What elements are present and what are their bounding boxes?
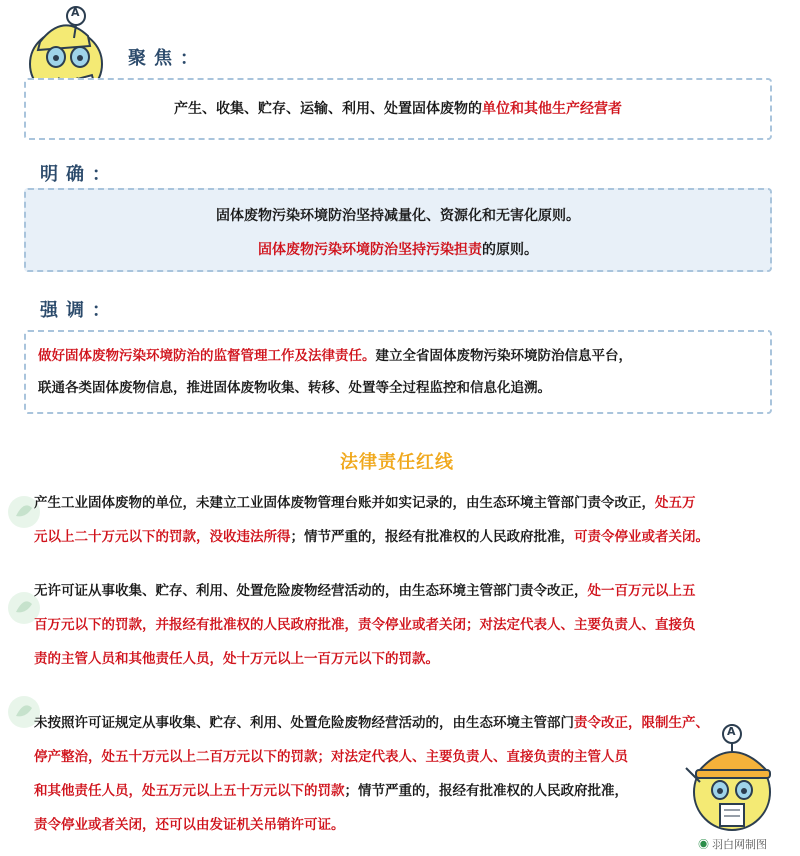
focus-text: 产生、收集、贮存、运输、利用、处置固体废物的单位和其他生产经营者 — [174, 101, 622, 117]
penalty-paragraph-2: 无许可证从事收集、贮存、利用、处置危险废物经营活动的，由生态环境主管部门责令改正，处一百万元以上五 百万元以下的罚款，并报经有批准权的人民政府批准，责令停业或者关闭；对法定代表人、主要负责人、直接负 责的主管人员和其他责任人员，处十万元以上一百万元以下的罚款。 — [34, 583, 696, 667]
clarify-label: 明确： — [40, 164, 118, 185]
emphasize-label: 强调： — [40, 300, 118, 321]
penalty-paragraph-1: 产生工业固体废物的单位，未建立工业固体废物管理台账并如实记录的，由生态环境主管部门责令改正，处五万 元以上二十万元以下的罚款，没收违法所得；情节严重的，报经有批准权的人民政府批准，可责令停业或者关闭。 — [34, 495, 709, 545]
clarify-box — [24, 188, 772, 272]
focus-box — [24, 78, 772, 140]
emphasize-box — [24, 330, 772, 414]
clarify-line2: 固体废物污染环境防治坚持污染担责的原则。 — [258, 242, 538, 258]
mascot-badge-letter: A — [727, 725, 736, 738]
focus-label: 聚焦： — [128, 48, 206, 69]
clarify-line1: 固体废物污染环境防治坚持减量化、资源化和无害化原则。 — [216, 208, 580, 224]
redline-title: 法律责任红线 — [340, 452, 454, 473]
emphasize-line1: 做好固体废物污染环境防治的监督管理工作及法律责任。建立全省固体废物污染环境防治信息平台， — [38, 348, 632, 364]
watermark-logo-icon: ◉ — [698, 839, 709, 851]
mascot-bottom-illustration — [676, 722, 786, 836]
watermark: ◉ 羽白网制图 — [698, 839, 768, 851]
emphasize-line2: 联通各类固体废物信息，推进固体废物收集、转移、处置等全过程监控和信息化追溯。 — [38, 380, 551, 396]
penalty-paragraph-3: 未按照许可证规定从事收集、贮存、利用、处置危险废物经营活动的，由生态环境主管部门责令改正，限制生产、 停产整治，处五十万元以上二百万元以下的罚款；对法定代表人、主要负责人、直接负责的主管人员 和其他责任人员，处五万元以上五十万元以下的罚款；情节严重的，报经有批准权的人民政府批准， 责令停业或者关闭，还可以由发证机关吊销许可证。 — [34, 715, 709, 833]
mascot-badge-letter: A — [71, 6, 80, 19]
